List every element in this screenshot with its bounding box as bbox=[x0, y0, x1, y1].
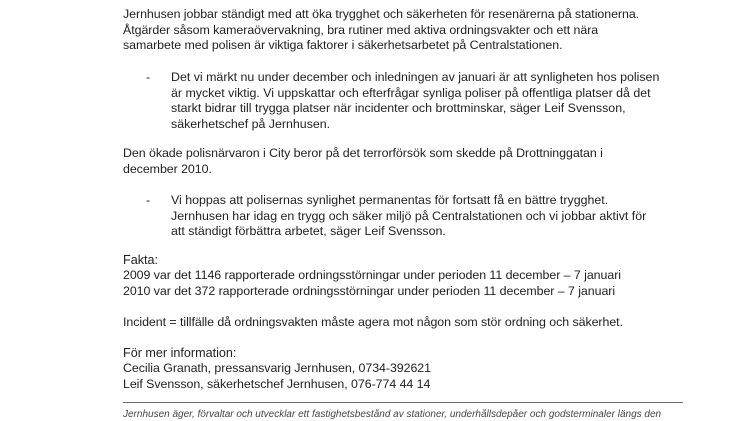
quote2-dash: - bbox=[146, 193, 151, 207]
contact-cecilia: Cecilia Granath, pressansvarig Jernhusen, 0734-392621 bbox=[123, 361, 431, 375]
quote2-line-3: att ständigt förbättra arbetet, säger Leif Svensson. bbox=[171, 224, 446, 238]
quote2-paragraph bbox=[171, 193, 671, 240]
incident-text: Incident = tillfälle då ordningsvakten måste agera mot någon som stör ordning och säkerhet. bbox=[123, 315, 623, 329]
quote1-line-2: är mycket viktig. Vi uppskattar och efterfrågar synliga poliser på offentliga platser då det bbox=[171, 85, 651, 100]
contact-list bbox=[123, 361, 643, 392]
quote1-dash: - bbox=[146, 70, 151, 84]
intro-line-3: samarbete med polisen är viktiga faktorer i säkerhetsarbetet på Centralstationen. bbox=[123, 38, 563, 52]
context-line-2: december 2010. bbox=[123, 161, 212, 176]
context-line-1: Den ökade polisnärvaron i City beror på det terrorförsök som skedde på Drottninggatan i bbox=[123, 146, 603, 160]
fakta-list bbox=[123, 268, 643, 299]
quote1-line-4: säkerhetschef på Jernhusen. bbox=[171, 116, 331, 131]
fakta-line-2009: 2009 var det 1146 rapporterade ordningsstörningar under perioden 11 december – 7 januari bbox=[123, 268, 621, 282]
quote1-line-3: starkt bidrar till trygga platser när incidenter och brottminskar, säger Leif Svensson, bbox=[171, 101, 626, 115]
context-paragraph bbox=[123, 146, 643, 177]
incident-definition bbox=[123, 315, 643, 331]
footer-text: Jernhusen äger, förvaltar och utvecklar ett fastighetsbestånd av stationer, underhållsdepåer och godsterminaler längs den bbox=[123, 409, 662, 420]
footer-divider bbox=[123, 402, 683, 403]
quote1-paragraph bbox=[171, 70, 671, 132]
intro-paragraph bbox=[123, 7, 643, 54]
contact-leif: Leif Svensson, säkerhetschef Jernhusen, 076-774 44 14 bbox=[123, 376, 431, 391]
quote2-line-1: Vi hoppas att polisernas synlighet permanentas för fortsatt få en bättre trygghet. bbox=[171, 193, 609, 207]
intro-line-2: Åtgärder såsom kameraövervakning, bra rutiner med aktiva ordningsvakter och ett nära bbox=[123, 22, 599, 37]
quote2-line-2: Jernhusen har idag en trygg och säker miljö på Centralstationen och vi jobbar aktivt för bbox=[171, 208, 647, 223]
quote1-line-1: Det vi märkt nu under december och inledningen av januari är att synligheten hos polisen bbox=[171, 70, 660, 84]
intro-line-1: Jernhusen jobbar ständigt med att öka trygghet och säkerheten för resenärerna på stationerna. bbox=[123, 7, 640, 21]
contact-heading: För mer information: bbox=[123, 346, 237, 360]
fakta-heading: Fakta: bbox=[123, 253, 158, 267]
fakta-line-2010: 2010 var det 372 rapporterade ordningsstörningar under perioden 11 december – 7 januari bbox=[123, 283, 616, 298]
